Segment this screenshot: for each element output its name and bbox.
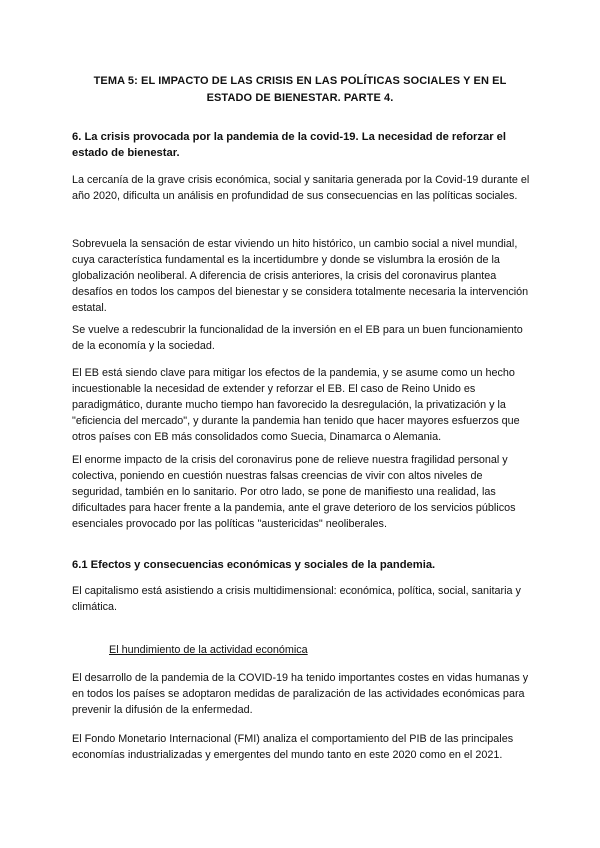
section-6-1-heading: 6.1 Efectos y consecuencias económicas y sociales de la pandemia. bbox=[72, 559, 436, 571]
section-6-1-paragraph-2: El Fondo Monetario Internacional (FMI) analiza el comportamiento del PIB de las principales economías industrializadas y emergentes del mundo tanto en este 2020 como en el 2021. bbox=[72, 733, 514, 761]
section-6-heading: 6. La crisis provocada por la pandemia de la covid-19. La necesidad de reforzar el estado de bienestar. bbox=[72, 131, 506, 159]
document-title: TEMA 5: EL IMPACTO DE LAS CRISIS EN LAS POLÍTICAS SOCIALES Y EN EL ESTADO DE BIENESTAR. PARTE 4. bbox=[93, 75, 507, 104]
section-6-paragraph-2: Sobrevuela la sensación de estar viviendo un hito histórico, un cambio social a nivel mundial, cuya característica fundamental es la incertidumbre y donde se vislumbra la erosión de la globalización neoliberal. A diferencia de crisis anteriores, la crisis del coronavirus plantea desafíos en todos los campos del bienestar y se considera totalmente necesaria la intervención estatal. bbox=[72, 238, 529, 314]
section-6-paragraph-4: El EB está siendo clave para mitigar los efectos de la pandemia, y se asume como un hecho incuestionable la necesidad de extender y reforzar el EB. El caso de Reino Unido es paradigmático, durante mucho tiempo han favorecido la desregulación, la privatización y la "eficiencia del mercado", y durante la pandemia han tenido que hacer mayores esfuerzos que otros países con EB más consolidados como Suecia, Dinamarca o Alemania. bbox=[72, 367, 520, 443]
section-6-1-intro: El capitalismo está asistiendo a crisis multidimensional: económica, política, social, sanitaria y climática. bbox=[72, 585, 521, 613]
section-6-paragraph-3: Se vuelve a redescubrir la funcionalidad de la inversión en el EB para un buen funcionamiento de la economía y la sociedad. bbox=[72, 324, 523, 352]
section-6-paragraph-1: La cercanía de la grave crisis económica, social y sanitaria generada por la Covid-19 durante el año 2020, dificulta un análisis en profundidad de sus consecuencias en las políticas sociales. bbox=[72, 174, 530, 202]
section-6-paragraph-5: El enorme impacto de la crisis del coronavirus pone de relieve nuestra fragilidad personal y colectiva, poniendo en cuestión nuestras falsas creencias de vivir con altos niveles de seguridad, también en lo sanitario. Por otro lado, se pone de manifiesto una realidad, las dificultades para hacer frente a la pandemia, ante el grave deterioro de los servicios públicos esenciales provocado por las políticas "austericidas" neoliberales. bbox=[72, 454, 516, 530]
economic-activity-subheading: El hundimiento de la actividad económica bbox=[109, 644, 308, 656]
section-6-1-paragraph-1: El desarrollo de la pandemia de la COVID-19 ha tenido importantes costes en vidas humanas y en todos los países se adoptaron medidas de paralización de las actividades económicas para prevenir la difusión de la enfermedad. bbox=[72, 672, 529, 716]
